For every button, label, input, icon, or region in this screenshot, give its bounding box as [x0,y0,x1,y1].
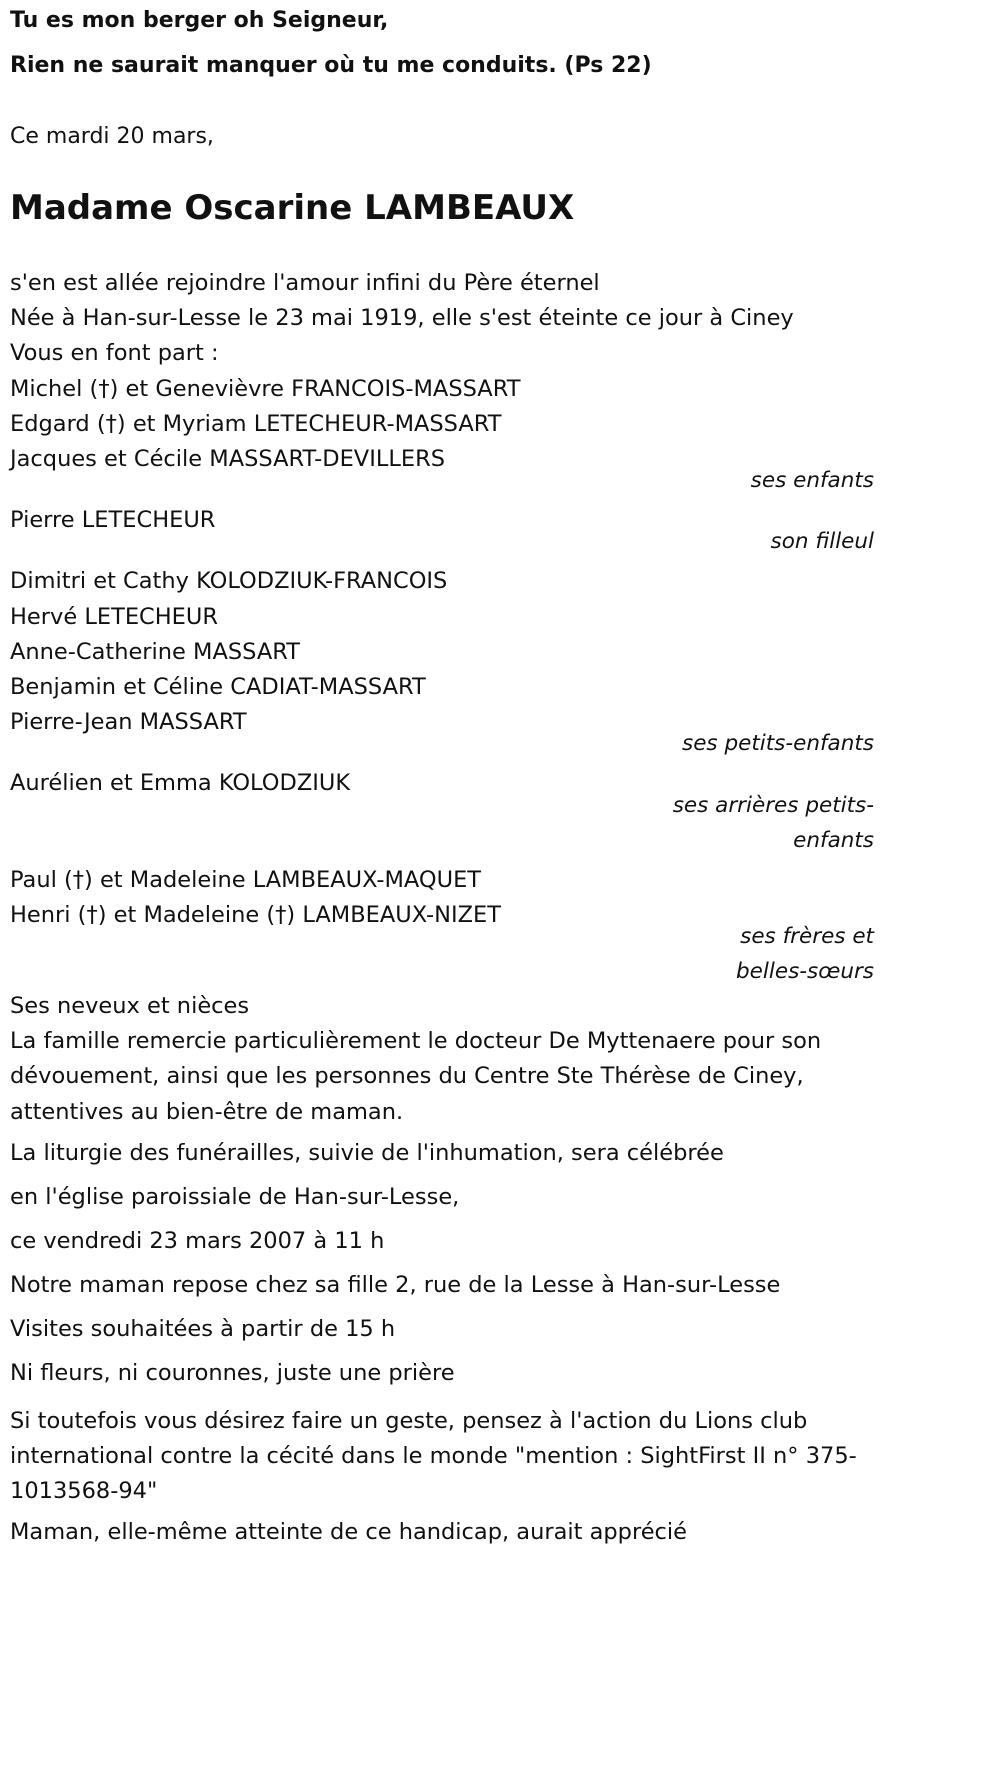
family-member: Benjamin et Céline CADIAT-MASSART [10,674,426,701]
family-member: Michel (†) et Genevièvre FRANCOIS-MASSART [10,375,521,402]
family-member: Anne-Catherine MASSART [10,638,300,665]
family-member: Pierre LETECHEUR [10,507,216,534]
psalm-verse-line-2: Rien ne saurait manquer où tu me conduits. (Ps 22) [10,53,652,78]
family-member: Pierre-Jean MASSART [10,709,247,736]
funeral-line: en l'église paroissiale de Han-sur-Lesse, [10,1184,460,1210]
intro-line: Née à Han-sur-Lesse le 23 mai 1919, elle s'est éteinte ce jour à Ciney [10,305,794,332]
donation-paragraph: Si toutefois vous désirez faire un geste, pensez à l'action du Lions club international contre la cécité dans le monde "mention : SightFirst II n° 375-1013568-94" [10,1408,857,1505]
relation-label: ses petits-enfants [682,731,874,757]
relation-label: ses frères et belles-sœurs [736,924,874,985]
family-member: Jacques et Cécile MASSART-DEVILLERS [10,446,446,473]
family-member: Dimitri et Cathy KOLODZIUK-FRANCOIS [10,568,448,595]
family-member: Henri (†) et Madeleine (†) LAMBEAUX-NIZET [10,901,501,928]
announcement-body [10,266,874,1130]
family-member: Hervé LETECHEUR [10,603,218,630]
thanks-paragraph: La famille remercie particulièrement le docteur De Myttenaere pour son dévouement, ainsi que les personnes du Centre Ste Thérèse de Ciney, attentives au bien-être de maman. [10,1028,822,1125]
nephews-line: Ses neveux et nièces [10,993,250,1020]
funeral-details [10,1140,874,1563]
great-grandchildren-group [10,766,874,857]
children-group [10,372,874,499]
intro-line: s'en est allée rejoindre l'amour infini du Père éternel [10,270,600,296]
funeral-line: ce vendredi 23 mars 2007 à 11 h [10,1228,385,1254]
funeral-line: La liturgie des funérailles, suivie de l'inhumation, sera célébrée [10,1140,724,1166]
grandchildren-group [10,564,874,761]
death-dateline: Ce mardi 20 mars, [10,124,214,149]
siblings-group [10,863,874,989]
deceased-name: Madame Oscarine LAMBEAUX [10,188,575,228]
family-member: Paul (†) et Madeleine LAMBEAUX-MAQUET [10,866,482,893]
family-member: Aurélien et Emma KOLODZIUK [10,770,351,797]
closing-line: Maman, elle-même atteinte de ce handicap, aurait apprécié [10,1518,688,1545]
intro-line: Vous en font part : [10,340,219,367]
funeral-line: Visites souhaitées à partir de 15 h [10,1316,396,1342]
godson-group [10,503,874,559]
family-member: Edgard (†) et Myriam LETECHEUR-MASSART [10,410,502,437]
funeral-line: Notre maman repose chez sa fille 2, rue de la Lesse à Han-sur-Lesse [10,1272,781,1298]
relation-label: ses arrières petits-enfants [672,792,874,853]
relation-label: ses enfants [750,468,874,494]
funeral-line: Ni fleurs, ni couronnes, juste une prière [10,1360,455,1386]
psalm-verse-line-1: Tu es mon berger oh Seigneur, [10,8,389,33]
relation-label: son filleul [770,529,874,555]
